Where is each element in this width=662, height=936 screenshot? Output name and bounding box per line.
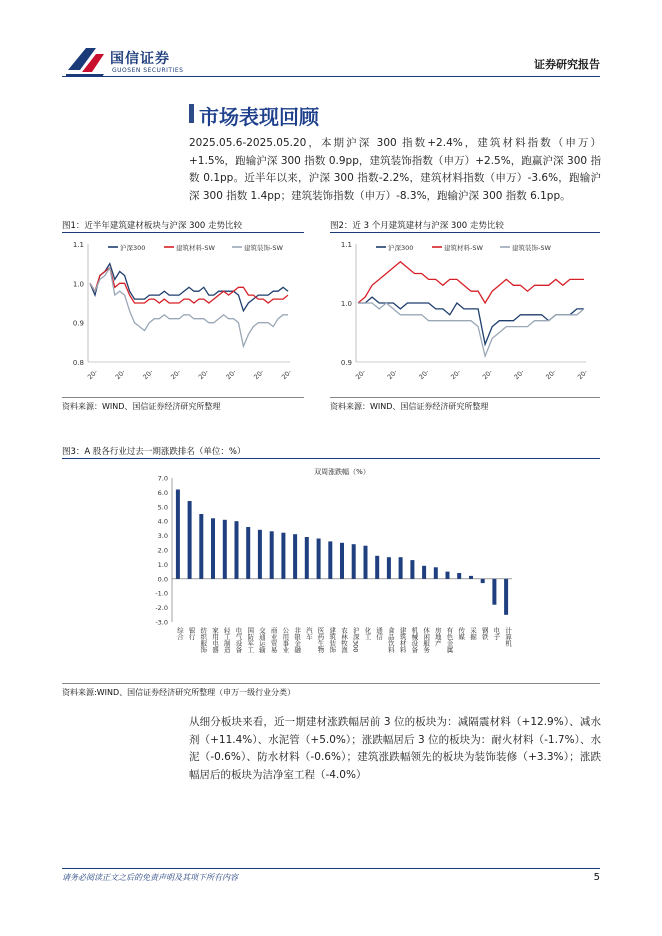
figure3-category-label: 传媒 xyxy=(457,627,466,640)
figure3-y-tick-label: 1.0 xyxy=(157,560,168,569)
figure2-x-tick-label: 20- xyxy=(480,368,495,382)
figure2-y-tick-label: 0.9 xyxy=(340,359,352,367)
figure3-category-label: 建筑材料 xyxy=(398,627,407,653)
figure2-x-tick-label: 20- xyxy=(417,368,431,382)
figure3-bar xyxy=(340,543,344,579)
figure3-category-label: 公用事业 xyxy=(281,627,290,653)
logo-name-cn: 国信证券 xyxy=(110,51,170,67)
figure3-bar xyxy=(328,541,332,578)
section-title: 市场表现回顾 xyxy=(199,105,319,129)
figure3-y-tick-label: 7.0 xyxy=(157,474,168,483)
figure3-y-tick-label: -1.0 xyxy=(155,589,168,598)
figure3-y-tick-label: -3.0 xyxy=(155,618,168,627)
figure3-y-tick-label: 2.0 xyxy=(157,546,168,555)
figure1-series-3-line xyxy=(90,268,288,347)
figure3-category-label: 休闲服务 xyxy=(422,627,431,653)
figure3-category-label: 银行 xyxy=(187,627,196,640)
figure3-category-label: 房地产 xyxy=(433,627,442,647)
figure3-category-label: 农林牧渔 xyxy=(340,627,348,653)
figure3-bar xyxy=(387,557,391,579)
figure1-x-tick-label: 20- xyxy=(141,368,155,382)
figure3-bar xyxy=(235,521,239,579)
figure3-y-tick-label: -2.0 xyxy=(155,604,168,613)
figure3-category-label: 食品饮料 xyxy=(386,627,395,653)
figure3-y-tick-label: 3.0 xyxy=(157,532,168,541)
figure3-bar xyxy=(457,573,461,579)
figure3-category-label: 医药生物 xyxy=(316,627,325,653)
figure3-bar xyxy=(422,566,426,579)
figure3-category-label: 轻工制造 xyxy=(222,627,231,653)
figure3-bar xyxy=(410,560,414,579)
figure3-bar xyxy=(188,501,192,579)
figure1-x-tick-label: 20- xyxy=(169,368,183,382)
figure1-y-tick-label: 1.1 xyxy=(72,241,84,249)
figure1-series-2-line xyxy=(90,268,288,303)
figure3-bar xyxy=(293,534,297,579)
figure3-category-label: 机械设备 xyxy=(410,627,419,653)
figure1-y-tick-label: 0.8 xyxy=(72,359,84,367)
figure3-bar xyxy=(399,557,403,579)
figure3-category-label: 钢铁 xyxy=(480,627,489,640)
figure1-bottom-rule xyxy=(62,397,304,398)
figure2-series-3-line xyxy=(358,303,584,356)
segment-performance-paragraph: 从细分板块来看，近一期建材涨跌幅居前 3 位的板块为：减隔震材料（+12.9%）、减水剂（+11.4%）、水泥管（+5.0%）；涨跌幅居后 3 位的板块为：耐火材料（-1.7%）、水泥（-0.6%）、防水材料（-0.6%）；建筑涨跌幅领先的板块为装饰装修（+3.3%）；涨跌幅居后的板块为洁净室工程（-4.0%） xyxy=(189,716,601,781)
figure3-y-tick-label: 5.0 xyxy=(157,503,168,512)
figure1-legend-label: 沪深300 xyxy=(120,244,146,252)
figure3-y-tick-label: 0.0 xyxy=(157,575,168,584)
figure3-y-tick-label: 4.0 xyxy=(157,517,168,526)
figure3-category-label: 电气设备 xyxy=(234,627,243,653)
figure3-category-label: 纺织服饰 xyxy=(199,627,208,653)
figure2-x-tick-label: 20- xyxy=(512,368,526,382)
figure3-bar xyxy=(492,579,496,605)
figure3-bar xyxy=(199,514,203,579)
figure3-bar xyxy=(258,530,262,579)
figure3-bar xyxy=(223,520,227,579)
figure2-legend-label: 沪深300 xyxy=(388,244,414,252)
figure1-x-tick-label: 20- xyxy=(252,368,266,382)
figure3-chart-title: 双周涨跌幅（%） xyxy=(314,468,370,476)
guosen-logo-icon xyxy=(66,44,106,78)
figure3-bar xyxy=(446,572,450,579)
figure1-line-chart xyxy=(62,236,304,396)
figure3-bar xyxy=(281,533,285,579)
figure2-series-2-line xyxy=(358,262,584,303)
figure3-y-tick-label: 6.0 xyxy=(157,488,168,497)
market-review-paragraph: 2025.05.6-2025.05.20，本期沪深 300 指数+2.4%，建筑材料指数（申万）+1.5%，跑输沪深 300 指数 0.9pp，建筑装饰指数（申万）+2.5%，跑赢沪深 300 指数 0.1pp。近半年以来，沪深 300 指数-2.2%，建筑材料指数（申万）-3.6%，跑输沪深 300 指数 1.4pp；建筑装饰指数（申万）-8.3%，跑输沪深 300 指数 6.1pp。 xyxy=(189,137,601,202)
figure2-x-tick-label: 20- xyxy=(385,368,399,382)
figure3-bar xyxy=(176,490,180,579)
figure1-legend-label: 建筑装饰-SW xyxy=(244,244,283,252)
figure3-bar xyxy=(504,579,508,615)
figure1-x-tick-label: 20- xyxy=(280,368,294,382)
figure3-bar xyxy=(364,546,368,579)
figure1-top-rule xyxy=(62,232,304,233)
figure3-category-label: 建筑装饰 xyxy=(328,627,337,653)
figure3-category-label: 商业贸易 xyxy=(269,627,278,653)
figure1-x-tick-label: 20- xyxy=(196,368,211,382)
figure3-bar xyxy=(317,539,321,579)
figure2-y-tick-label: 1.0 xyxy=(340,300,352,308)
figure3-top-rule xyxy=(62,458,600,459)
figure3-bar-chart xyxy=(140,462,520,680)
figure2-legend-label: 建筑装饰-SW xyxy=(512,244,551,252)
figure1-source: 资料来源：WIND、国信证券经济研究所整理 xyxy=(62,402,221,411)
figure1-y-tick-label: 1.0 xyxy=(72,280,84,289)
figure3-bar xyxy=(481,579,485,583)
figure3-bar xyxy=(270,531,274,579)
figure2-line-chart xyxy=(330,236,600,396)
figure3-title: 图3：A 股各行业过去一期涨跌排名（单位：%） xyxy=(62,447,246,457)
figure1-title: 图1：近半年建筑建材板块与沪深 300 走势比较 xyxy=(62,221,243,231)
figure2-x-tick-label: 20- xyxy=(354,368,368,382)
figure2-y-tick-label: 1.1 xyxy=(340,241,352,249)
figure3-category-label: 电子 xyxy=(492,627,501,640)
figure2-top-rule xyxy=(330,232,600,233)
figure3-bar xyxy=(469,576,473,579)
figure3-category-label: 家用电器 xyxy=(211,627,220,653)
section-title-marker xyxy=(189,104,194,123)
figure2-source: 资料来源：WIND、国信证券经济研究所整理 xyxy=(330,402,489,411)
figure3-bar xyxy=(352,544,356,579)
figure1-x-tick-label: 20- xyxy=(224,368,238,382)
figure3-bottom-rule xyxy=(62,683,600,684)
figure3-category-label: 通信 xyxy=(375,627,384,640)
figure3-category-label: 有色金属 xyxy=(445,627,454,653)
figure3-bar xyxy=(305,537,309,579)
figure3-category-label: 沪深300 xyxy=(351,627,360,653)
logo-name-en: GUOSEN SECURITIES xyxy=(112,67,184,74)
page-number: 5 xyxy=(593,872,600,883)
figure3-category-label: 交通运输 xyxy=(257,627,266,653)
figure3-category-label: 化工 xyxy=(363,627,372,640)
figure3-category-label: 采掘 xyxy=(468,627,477,640)
footer-divider xyxy=(62,868,600,869)
figure2-x-tick-label: 20- xyxy=(576,368,590,382)
disclaimer-note: 请务必阅读正文之后的免责声明及其项下所有内容 xyxy=(62,873,238,882)
figure3-category-label: 计算机 xyxy=(504,627,513,647)
header-divider xyxy=(62,76,600,77)
figure3-bar xyxy=(375,556,379,579)
figure3-category-label: 国防军工 xyxy=(246,627,255,653)
figure3-source: 资料来源:WIND、国信证券经济研究所整理（申万一级行业分类） xyxy=(62,688,296,697)
figure3-category-label: 综合 xyxy=(175,627,184,640)
figure2-legend-label: 建筑材料-SW xyxy=(444,244,483,252)
figure2-x-tick-label: 20- xyxy=(449,368,463,382)
figure3-bar xyxy=(211,518,215,579)
figure2-x-tick-label: 20- xyxy=(544,368,558,382)
figure1-y-tick-label: 0.9 xyxy=(72,319,84,328)
report-type-label: 证券研究报告 xyxy=(534,58,600,71)
figure1-series-1-line xyxy=(90,264,288,311)
figure2-bottom-rule xyxy=(330,397,600,398)
figure2-title: 图2：近 3 个月建筑建材与沪深 300 走势比较 xyxy=(330,221,504,231)
figure1-legend-label: 建筑材料-SW xyxy=(176,244,215,252)
figure3-category-label: 汽车 xyxy=(304,627,313,640)
figure1-x-tick-label: 20- xyxy=(113,368,127,382)
figure3-bar xyxy=(434,567,438,579)
figure1-x-tick-label: 20- xyxy=(86,368,100,382)
figure3-bar xyxy=(246,527,250,579)
figure3-category-label: 非银金融 xyxy=(293,627,302,653)
